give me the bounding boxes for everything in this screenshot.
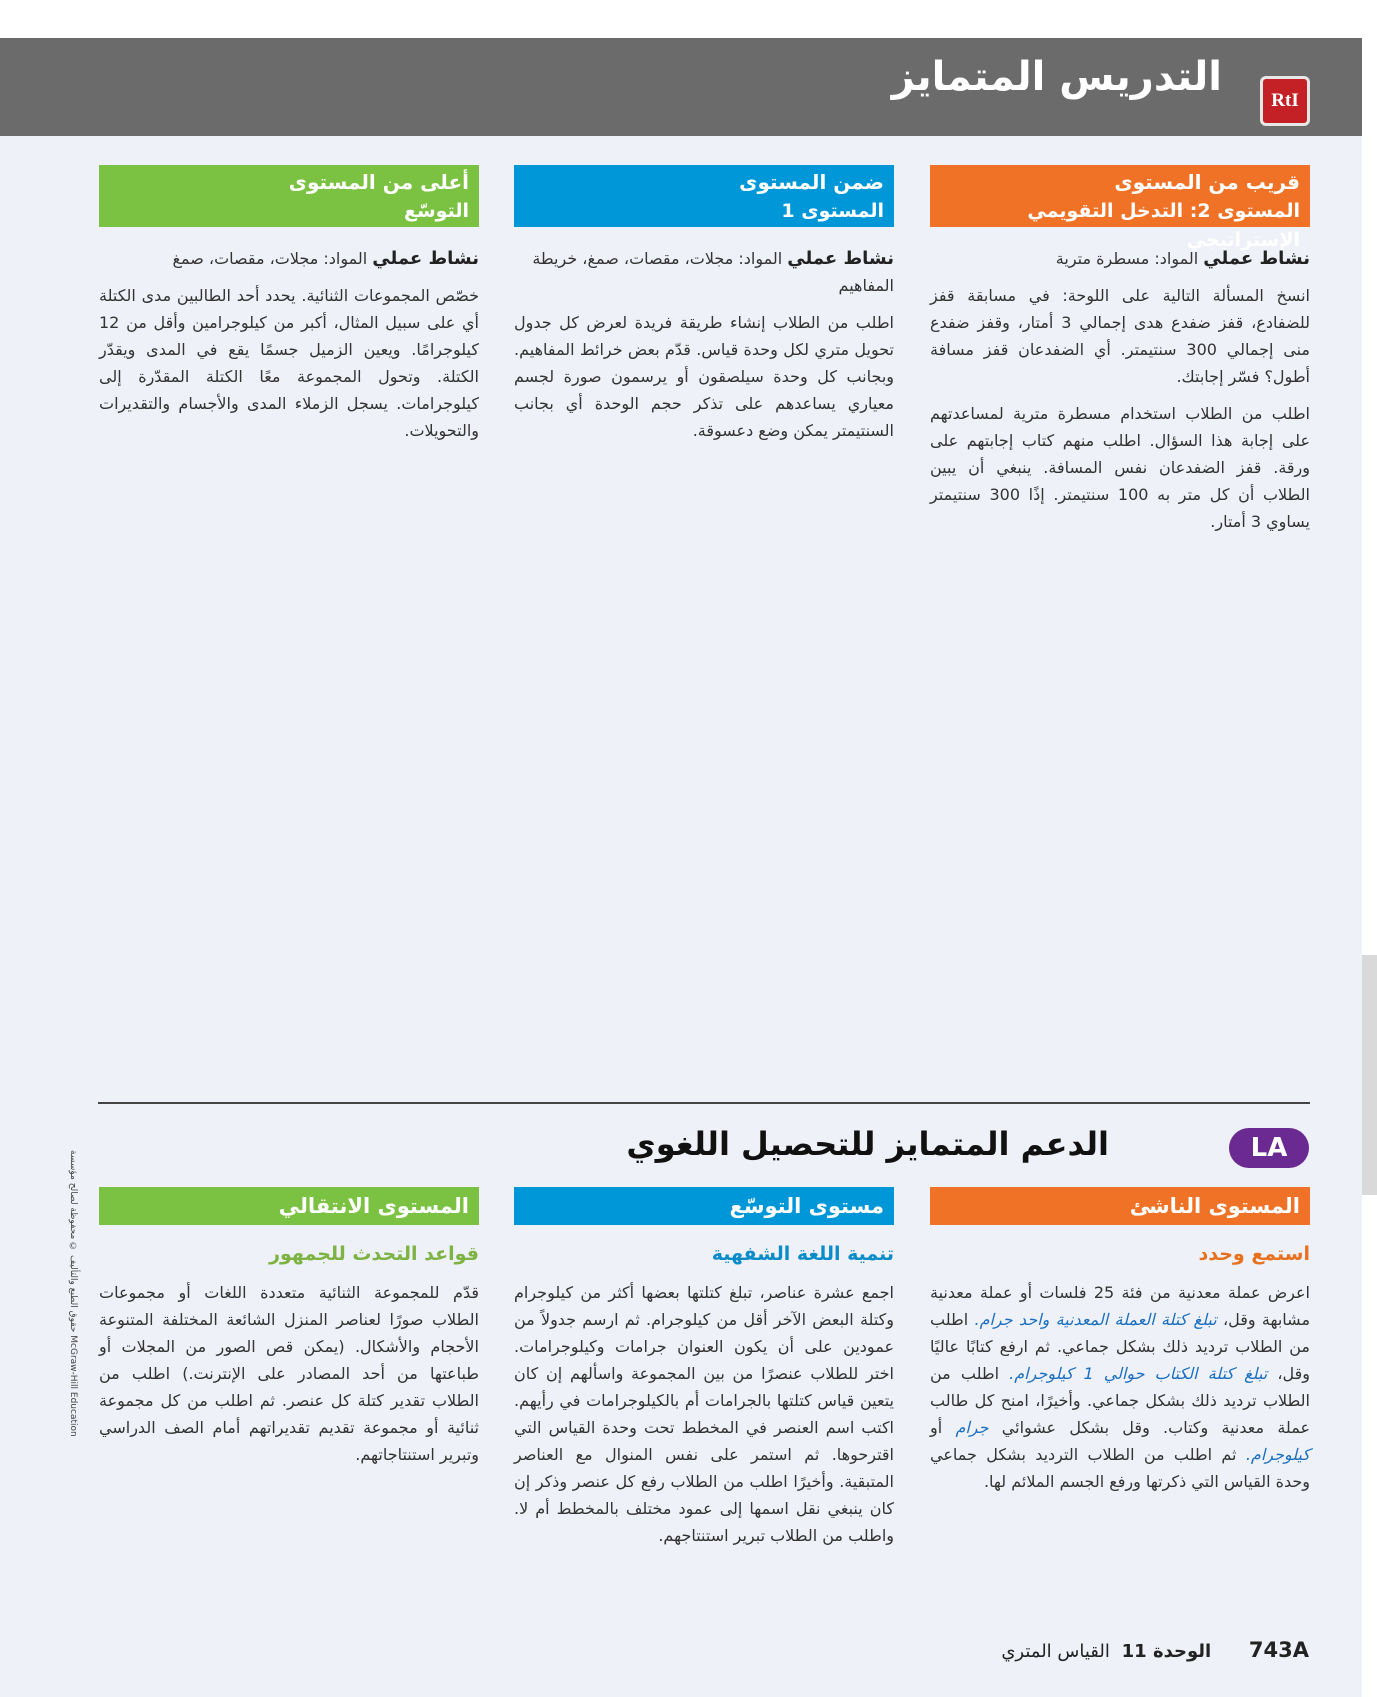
level-subtitle: المستوى 1 — [781, 200, 884, 222]
text-run: اطلب من الطلاب ترديد ذلك بشكل جماعي. ثم ارفع كتابًا عاليًا وقل، — [930, 1310, 1311, 1383]
paragraph: انسخ المسألة التالية على اللوحة: في مسابقة قفز للضفادع، قفز ضفدع هدى إجمالي 3 أمتار، وقفز ضفدع منى إجمالي 300 سنتيمتر. أي الضفدعان قفز مسافة أطول؟ فسّر إجابتك. — [930, 286, 1311, 386]
level-title: ضمن المستوى — [739, 170, 884, 194]
activity-line — [930, 245, 1310, 272]
la-column-emerging — [930, 1187, 1310, 1495]
text-run: اعرض عملة معدنية من فئة 25 فلسات أو عملة معدنية مشابهة وقل، — [930, 1283, 1311, 1329]
activity-line — [99, 245, 479, 272]
level-title: قريب من المستوى — [1114, 170, 1300, 194]
page-edge — [1362, 38, 1377, 1697]
emphasized-phrase: تبلغ كتلة العملة المعدنية واحد جرام. — [974, 1310, 1217, 1329]
level-subtitle: التوسّع — [404, 200, 469, 222]
subheading: تنمية اللغة الشفهية — [711, 1243, 894, 1265]
la-section-title: الدعم المتمايز للتحصيل اللغوي — [626, 1125, 1109, 1163]
level-bar — [99, 165, 479, 227]
paragraph — [930, 1279, 1310, 1495]
level-bar — [514, 165, 894, 227]
activity-label: نشاط عملي — [787, 248, 894, 269]
materials: المواد: مجلات، مقصات، صمغ — [172, 249, 368, 268]
subheading: قواعد التحدث للجمهور — [269, 1243, 479, 1265]
level-bar: مستوى التوسّع — [514, 1187, 894, 1225]
paragraph: قدّم للمجموعة الثنائية متعددة اللغات أو مجموعات الطلاب صورًا لعناصر المنزل الشائعة المختلفة المتنوعة الأحجام والأشكال. (يمكن قص الصور من المجلات أو طباعتها من أحد المصادر على الإنترنت.) اطلب من الطلاب تقدير كتلة كل عنصر. ثم اطلب من كل مجموعة ثنائية أو مجموعة تقديم تقديراتهم أمام الصف الدراسي وتبرير استنتاجاتهم. — [99, 1283, 479, 1464]
paragraph: خصّص المجموعات الثنائية. يحدد أحد الطالبين مدى الكتلة أي على سبيل المثال، أكبر من كيلوجرامين وأقل من 12 كيلوجرامًا. ويعين الزميل جسمًا يقع في المدى ويقدّر الكتلة. وتحول المجموعة معًا الكتلة المقدّرة إلى كيلوجرامات. يسجل الزملاء المدى والأجسام والتقديرات والتحويلات. — [99, 286, 479, 440]
text-run: اطلب من الطلاب ترديد ذلك بشكل جماعي. وأخيرًا، امنح كل طالب عملة معدنية وكتاب. وقل بشكل عشوائي — [930, 1364, 1310, 1437]
level-title: أعلى من المستوى — [288, 170, 469, 194]
activity-label: نشاط عملي — [1203, 248, 1310, 269]
rti-badge: RtI — [1260, 76, 1310, 126]
level-bar: المستوى الانتقالي — [99, 1187, 479, 1225]
activity-label: نشاط عملي — [372, 248, 479, 269]
la-column-expanding — [514, 1187, 894, 1549]
materials: المواد: مجلات، مقصات، صمغ، خريطة المفاهيم — [532, 249, 894, 295]
unit-name: القياس المتري — [1001, 1641, 1110, 1662]
side-tab — [1362, 955, 1377, 1195]
emphasized-phrase: تبلغ كتلة الكتاب حوالي 1 كيلوجرام. — [1009, 1364, 1268, 1383]
rti-column-beyond — [99, 165, 479, 444]
la-badge: LA — [1229, 1128, 1309, 1168]
text-run: ثم اطلب من الطلاب الترديد بشكل جماعي وحدة القياس التي ذكرتها ورفع الجسم الملائم لها. — [930, 1445, 1310, 1491]
copyright-notice: حقوق الطبع والتأليف © محفوظة لصالح مؤسسة McGraw-Hill Education — [68, 1150, 78, 1437]
paragraph: اطلب من الطلاب إنشاء طريقة فريدة لعرض كل جدول تحويل متري لكل وحدة قياس. قدّم بعض خرائط المفاهيم. وبجانب كل وحدة سيلصقون أو يرسمون صورة لجسم معياري يساعدهم على تذكر حجم الوحدة أي بجانب السنتيمتر يمكن وضع دعسوقة. — [514, 313, 894, 440]
section-divider — [98, 1102, 1310, 1104]
level-subtitle: المستوى 2: التدخل التقويمي الإستراتيجي — [1027, 200, 1300, 251]
level-bar — [930, 165, 1310, 251]
la-column-bridging — [99, 1187, 479, 1468]
page-title: التدريس المتمايز — [891, 54, 1222, 100]
rti-column-approaching — [930, 165, 1310, 535]
activity-line — [514, 245, 894, 299]
page-footer — [1001, 1638, 1309, 1662]
emphasized-phrase: جرام — [955, 1418, 989, 1437]
page-number: 743A — [1248, 1638, 1309, 1662]
top-margin — [0, 0, 1377, 38]
text-run: أو — [930, 1418, 956, 1437]
emphasized-phrase: كيلوجرام. — [1245, 1445, 1310, 1464]
subheading: استمع وحدد — [1198, 1243, 1310, 1265]
materials: المواد: مسطرة مترية — [1055, 249, 1199, 268]
paragraph: اطلب من الطلاب استخدام مسطرة مترية لمساعدتهم على إجابة هذا السؤال. اطلب منهم كتاب إجابتهم على ورقة. قفز الضفدعان نفس المسافة. ينبغي أن يبين الطلاب أن كل متر به 100 سنتيمتر. إذًا 300 سنتيمتر يساوي 3 أمتار. — [930, 404, 1311, 531]
page-header — [0, 38, 1362, 136]
level-bar: المستوى الناشئ — [930, 1187, 1310, 1225]
paragraph: اجمع عشرة عناصر، تبلغ كتلتها بعضها أكثر من كيلوجرام وكتلة البعض الآخر أقل من كيلوجرام. ثم ارسم جدولاً من عمودين على أن يكون العنوان جرامات وكيلوجرامات. اختر للطلاب عنصرًا من بين المجموعة واسألهم إن كان يتعين قياس كتلتها بالجرامات أم بالكيلوجرامات في رأيهم. اكتب اسم العنصر في المخطط تحت وحدة القياس التي اقترحوها. ثم استمر على نفس المنوال مع العناصر المتبقية. وأخيرًا اطلب من الطلاب رفع كل عنصر وذكر إن كان ينبغي نقل اسمها إلى عمود مختلف بالمخطط أم لا. واطلب من الطلاب تبرير استنتاجهم. — [514, 1283, 894, 1545]
rti-column-on-level — [514, 165, 894, 444]
unit-label: الوحدة 11 — [1121, 1641, 1212, 1662]
